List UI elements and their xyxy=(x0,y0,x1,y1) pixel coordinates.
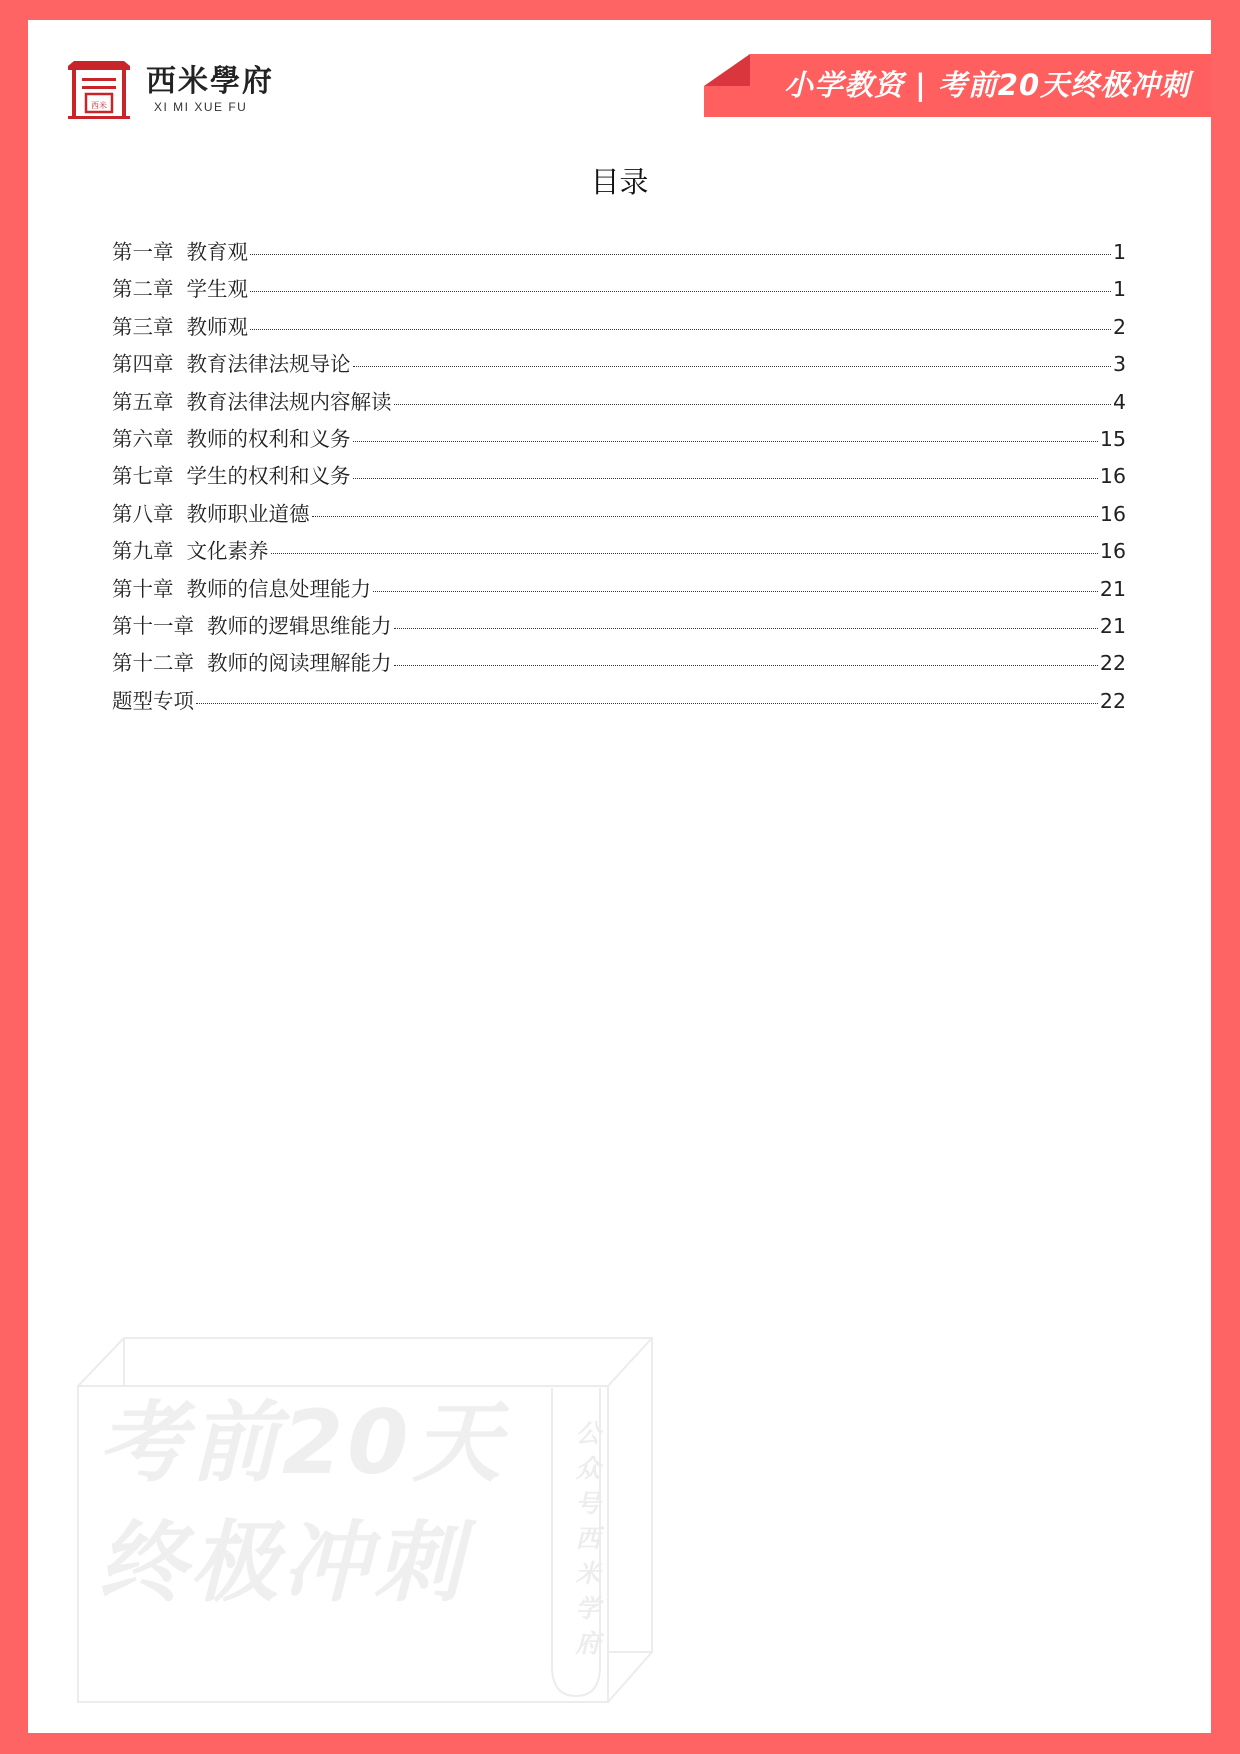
toc-entry-label: 第十二章 教师的阅读理解能力 xyxy=(112,651,392,676)
watermark-side-text: 公众号西米学府 xyxy=(575,1419,601,1658)
toc-entry[interactable] xyxy=(112,684,1126,721)
toc-entry[interactable] xyxy=(112,534,1126,571)
toc-entry-label: 第十章 教师的信息处理能力 xyxy=(112,576,372,601)
toc-entry-label: 第六章 教师的权利和义务 xyxy=(112,426,351,451)
toc-dot-leader xyxy=(353,441,1098,442)
toc-entry-label: 第五章 教育法律法规内容解读 xyxy=(112,389,392,414)
toc-dot-leader xyxy=(271,553,1098,554)
toc-dot-leader xyxy=(353,366,1111,367)
toc-entry-page: 21 xyxy=(1099,613,1126,638)
toc-entry[interactable] xyxy=(112,609,1126,646)
toc-entry-label: 第四章 教育法律法规导论 xyxy=(112,352,351,377)
toc-dot-leader xyxy=(353,478,1098,479)
toc-dot-leader xyxy=(250,254,1111,255)
toc-entry[interactable] xyxy=(112,572,1126,609)
toc-dot-leader xyxy=(373,591,1098,592)
toc-dot-leader xyxy=(250,291,1111,292)
toc-entry[interactable] xyxy=(112,497,1126,534)
toc-entry-page: 1 xyxy=(1112,277,1126,302)
toc-entry-label: 第十一章 教师的逻辑思维能力 xyxy=(112,613,392,638)
toc-dot-leader xyxy=(394,665,1098,666)
toc-entry-page: 2 xyxy=(1112,314,1126,339)
toc-dot-leader xyxy=(196,703,1098,704)
toc-entry-page: 16 xyxy=(1099,539,1126,564)
toc-entry-page: 16 xyxy=(1099,501,1126,526)
document-page xyxy=(28,20,1211,1733)
toc-dot-leader xyxy=(394,404,1111,405)
header-banner xyxy=(704,54,1211,117)
toc-entry-page: 22 xyxy=(1099,651,1126,676)
logo-seal-text: 西米 xyxy=(91,101,107,110)
toc-entry-label: 题型专项 xyxy=(112,688,194,713)
toc-entry[interactable] xyxy=(112,459,1126,496)
watermark xyxy=(76,1336,676,1706)
toc-entry[interactable] xyxy=(112,646,1126,683)
toc-entry[interactable] xyxy=(112,310,1126,347)
toc-entry-page: 3 xyxy=(1112,352,1126,377)
toc-entry-label: 第八章 教师职业道德 xyxy=(112,501,310,526)
toc-title: 目录 xyxy=(590,165,649,199)
brand-name-cn: 西米學府 xyxy=(146,64,274,99)
toc-entry-label: 第二章 学生观 xyxy=(112,277,249,302)
watermark-line-2: 终极冲刺 xyxy=(98,1511,467,1614)
toc-entry-page: 4 xyxy=(1112,389,1126,414)
table-of-contents xyxy=(112,235,1126,721)
toc-entry[interactable] xyxy=(112,385,1126,422)
toc-entry[interactable] xyxy=(112,347,1126,384)
toc-entry-page: 15 xyxy=(1099,426,1126,451)
toc-entry[interactable] xyxy=(112,272,1126,309)
brand-name-en: XI MI XUE FU xyxy=(154,100,248,114)
toc-entry-page: 21 xyxy=(1099,576,1126,601)
banner-title: 小学教资 | 考前20天终极冲刺 xyxy=(784,68,1191,102)
brand-logo xyxy=(66,58,274,120)
toc-entry-label: 第三章 教师观 xyxy=(112,314,249,339)
toc-entry-label: 第一章 教育观 xyxy=(112,240,249,264)
toc-dot-leader xyxy=(394,628,1098,629)
watermark-line-1: 考前20天 xyxy=(98,1391,505,1494)
pavilion-logo-icon xyxy=(66,58,132,120)
toc-dot-leader xyxy=(250,329,1111,330)
toc-entry-page: 1 xyxy=(1112,240,1126,264)
toc-entry[interactable] xyxy=(112,235,1126,272)
toc-entry-label: 第七章 学生的权利和义务 xyxy=(112,464,351,489)
toc-dot-leader xyxy=(312,516,1098,517)
toc-entry-page: 16 xyxy=(1099,464,1126,489)
toc-entry-page: 22 xyxy=(1099,688,1126,713)
toc-entry[interactable] xyxy=(112,422,1126,459)
toc-entry-label: 第九章 文化素养 xyxy=(112,539,269,564)
